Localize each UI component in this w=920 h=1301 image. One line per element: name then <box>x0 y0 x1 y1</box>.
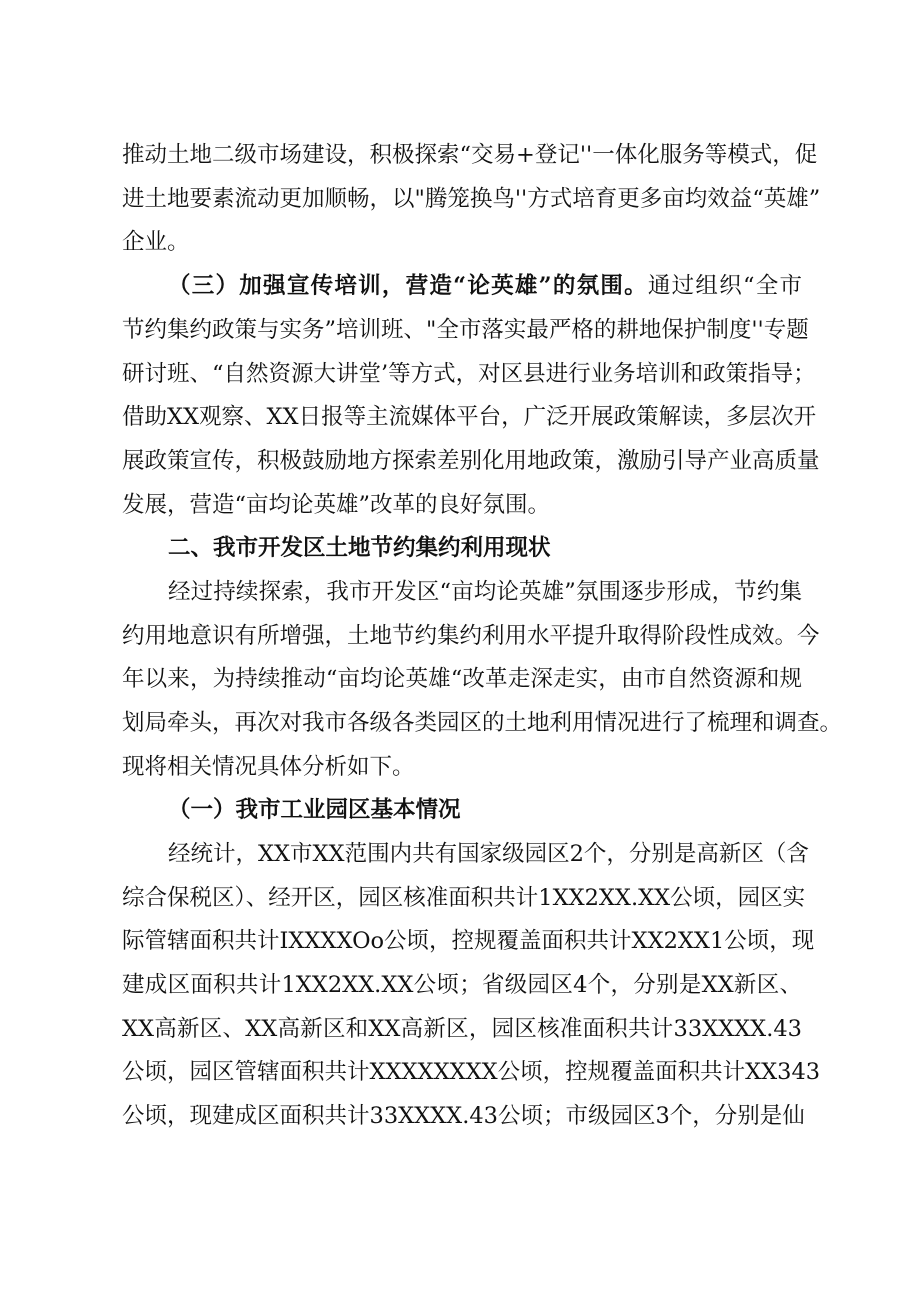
section-heading-2: 二、我市开发区土地节约集约利用现状 <box>168 535 551 561</box>
paragraph-line: 年以来，为持续推动“亩均论英雄“改革走深走实，由市自然资源和规 <box>122 666 802 692</box>
section-3-heading: （三）加强宣传培训，营造“论英雄”的氛围。 <box>168 273 648 299</box>
paragraph-line: 发展，营造“亩均论英雄”改革的良好氛围。 <box>122 492 551 518</box>
paragraph-line: 现将相关情况具体分析如下。 <box>122 754 415 780</box>
section-3-first-line <box>168 266 802 306</box>
paragraph-line: 约用地意识有所增强，土地节约集约利用水平提升取得阶段性成效。今 <box>122 623 820 649</box>
section-3-text: 通过组织“全市 <box>647 273 802 299</box>
paragraph-line: 综合保税区）、经开区，园区核准面积共计1XX2XX.XX公顷，园区实 <box>122 885 806 911</box>
paragraph-line: 经统计，XX市XX范围内共有国家级园区2个，分别是高新区（含 <box>168 841 809 867</box>
paragraph-line: XX高新区、XX高新区和XX高新区，园区核准面积共计33XXXX.43 <box>122 1016 802 1042</box>
paragraph-line: 经过持续探索，我市开发区“亩均论英雄”氛围逐步形成，节约集 <box>168 579 802 605</box>
paragraph-line: 公顷，园区管辖面积共计XXXXXXXX公顷，控规覆盖面积共计XX343 <box>122 1059 821 1085</box>
paragraph-line: 展政策宣传，积极鼓励地方探索差别化用地政策，激励引导产业高质量 <box>122 448 820 474</box>
paragraph-line: 节约集约政策与实务”培训班、"全市落实最严格的耕地保护制度''专题 <box>122 317 809 343</box>
paragraph-line: 企业。 <box>122 229 190 255</box>
paragraph-line: 划局牵头，再次对我市各级各类园区的土地利用情况进行了梳理和调查。 <box>122 710 843 736</box>
paragraph-line: 研讨班、“自然资源大讲堂’等方式，对区县进行业务培训和政策指导； <box>122 361 816 387</box>
paragraph-line: 公顷，现建成区面积共计33XXXX.43公顷；市级园区3个，分别是仙 <box>122 1103 805 1129</box>
subsection-heading-1: （一）我市工业园区基本情况 <box>168 797 461 823</box>
paragraph-line: 借助XX观察、XX日报等主流媒体平台，广泛开展政策解读，多层次开 <box>122 404 817 430</box>
paragraph-line: 建成区面积共计1XX2XX.XX公顷；省级园区4个，分别是XX新区、 <box>122 972 802 998</box>
paragraph-line: 推动土地二级市场建设，积极探索“交易+登记''一体化服务等模式，促 <box>122 142 818 168</box>
paragraph-line: 际管辖面积共计IXXXXOo公顷，控规覆盖面积共计XX2XX1公顷，现 <box>122 928 815 954</box>
paragraph-line: 进土地要素流动更加顺畅，以"腾笼换鸟''方式培育更多亩均效益“英雄” <box>122 186 821 212</box>
